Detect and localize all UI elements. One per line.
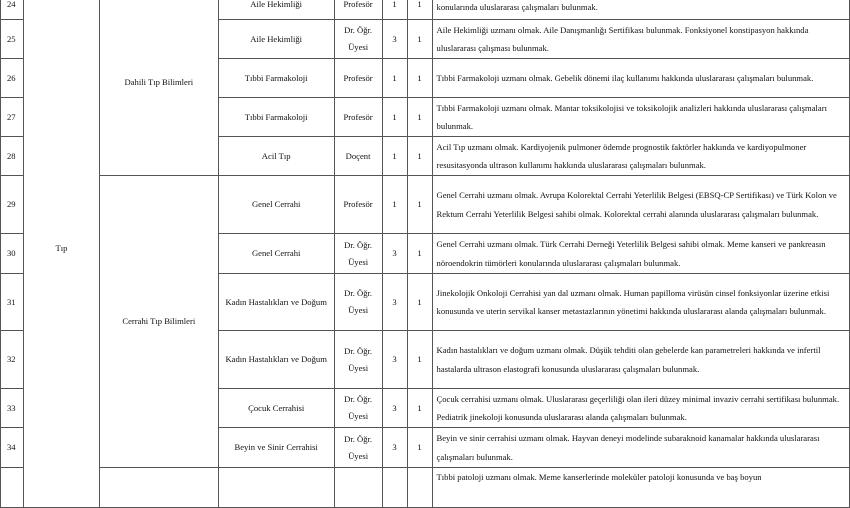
count-2: 1 bbox=[407, 331, 432, 389]
count-2: 1 bbox=[407, 176, 432, 234]
requirement: Acil Tıp uzmanı olmak. Kardiyojenik pulmoner ödemde prognostik faktörler hakkında ve kardiyopulmoner resusitasyonda ultrason kullanımı hakkında uluslararası çalışmaları bulunmak. bbox=[432, 137, 849, 176]
department: Aile Hekimliği bbox=[218, 0, 334, 20]
requirement: Tıbbi Farmakoloji uzmanı olmak. Mantar toksikolojisi ve toksikolojik analizleri hakkında uluslararası çalışmaları bulunmak. bbox=[432, 98, 849, 137]
row-number: 30 bbox=[1, 234, 24, 274]
count-2: 1 bbox=[407, 59, 432, 98]
count-2: 1 bbox=[407, 137, 432, 176]
title: Dr. Öğr. Üyesi bbox=[334, 389, 382, 428]
row-number: 25 bbox=[1, 20, 24, 59]
department: Tıbbi Farmakoloji bbox=[218, 59, 334, 98]
requirement: Genel Cerrahi uzmanı olmak. Türk Cerrahi Derneği Yeterlilik Belgesi sahibi olmak. Meme kanseri ve pankreasın nöroendokrin tümörleri konularında uluslararası çalışmaları bulunmak. bbox=[432, 234, 849, 274]
title: Doçent bbox=[334, 137, 382, 176]
count-2: 1 bbox=[407, 234, 432, 274]
count-2 bbox=[407, 468, 432, 508]
title: Profesör bbox=[334, 59, 382, 98]
row-number: 33 bbox=[1, 389, 24, 428]
faculty-cell: Tıp bbox=[23, 0, 99, 508]
requirement: Genel Cerrahi uzmanı olmak. Avrupa Kolorektal Cerrahi Yeterlilik Belgesi (EBSQ-CP Sertifikası) ve Türk Kolon ve Rektum Cerrahi Yeterlilik Belgesi sahibi olmak. Kolorektal cerrahi alanında uluslararası çalışmaları bulunmak. bbox=[432, 176, 849, 234]
requirement: Tıbbi Farmakoloji uzmanı olmak. Gebelik dönemi ilaç kullanımı hakkında uluslararası çalışmaları bulunmak. bbox=[432, 59, 849, 98]
title: Dr. Öğr. Üyesi bbox=[334, 234, 382, 274]
department: Kadın Hastalıkları ve Doğum bbox=[218, 331, 334, 389]
count: 3 bbox=[382, 389, 407, 428]
department: Aile Hekimliği bbox=[218, 20, 334, 59]
department: Çocuk Cerrahisi bbox=[218, 389, 334, 428]
row-number: 31 bbox=[1, 274, 24, 331]
title: Dr. Öğr. Üyesi bbox=[334, 428, 382, 468]
count: 1 bbox=[382, 0, 407, 20]
department: Genel Cerrahi bbox=[218, 234, 334, 274]
department: Beyin ve Sinir Cerrahisi bbox=[218, 428, 334, 468]
count: 3 bbox=[382, 274, 407, 331]
title: Dr. Öğr. Üyesi bbox=[334, 20, 382, 59]
row-number: 28 bbox=[1, 137, 24, 176]
requirement: Aile Hekimliği uzmanı olmak. Aile Danışmanlığı Sertifikası bulunmak. Fonksiyonel konstipasyon hakkında uluslararası çalışması bulunmak. bbox=[432, 20, 849, 59]
group-cerrahi: Cerrahi Tıp Bilimleri bbox=[99, 176, 218, 468]
title: Profesör bbox=[334, 0, 382, 20]
title: Profesör bbox=[334, 98, 382, 137]
group-cell bbox=[99, 468, 218, 508]
count-2: 1 bbox=[407, 274, 432, 331]
department: Kadın Hastalıkları ve Doğum bbox=[218, 274, 334, 331]
row-number: 27 bbox=[1, 98, 24, 137]
department: Tıbbi Farmakoloji bbox=[218, 98, 334, 137]
requirement: Tıbbi patoloji uzmanı olmak. Meme kanserlerinde moleküler patoloji konusunda ve baş boyun bbox=[432, 468, 849, 508]
requirement: Jinekolojik Onkoloji Cerrahisi yan dal uzmanı olmak. Human papilloma virüsün cinsel fonksiyonlar üzerine etkisi konusunda ve uterin servikal kanser metastazlarının yönetimi hakkında uluslararası alanda çalışmaları bulunmak. bbox=[432, 274, 849, 331]
count: 1 bbox=[382, 98, 407, 137]
count: 3 bbox=[382, 234, 407, 274]
title: Dr. Öğr. Üyesi bbox=[334, 331, 382, 389]
group-dahili: Dahili Tıp Bilimleri bbox=[99, 0, 218, 176]
count-2: 1 bbox=[407, 98, 432, 137]
count: 1 bbox=[382, 176, 407, 234]
requirement: Kadın hastalıkları ve doğum uzmanı olmak. Düşük tehditi olan gebelerde kan parametreleri hakkında ve infertil hastalarda ultrason elastografi konusunda uluslararası çalışmaları bulunmak. bbox=[432, 331, 849, 389]
department: Acil Tıp bbox=[218, 137, 334, 176]
count: 1 bbox=[382, 137, 407, 176]
department bbox=[218, 468, 334, 508]
count-2: 1 bbox=[407, 0, 432, 20]
row-number: 32 bbox=[1, 331, 24, 389]
table-row bbox=[1, 0, 850, 20]
title bbox=[334, 468, 382, 508]
row-number: 29 bbox=[1, 176, 24, 234]
requirement: konularında uluslararası çalışmaları bulunmak. bbox=[432, 0, 849, 20]
requirement: Beyin ve sinir cerrahisi uzmanı olmak. Hayvan deneyi modelinde subaraknoid kanamalar hakkında uluslararası çalışmaları bulunmak. bbox=[432, 428, 849, 468]
row-number: 24 bbox=[1, 0, 24, 20]
row-number bbox=[1, 468, 24, 508]
row-number: 26 bbox=[1, 59, 24, 98]
title: Profesör bbox=[334, 176, 382, 234]
count-2: 1 bbox=[407, 428, 432, 468]
count: 3 bbox=[382, 331, 407, 389]
count-2: 1 bbox=[407, 389, 432, 428]
table-row bbox=[1, 468, 850, 508]
count: 1 bbox=[382, 59, 407, 98]
count: 3 bbox=[382, 428, 407, 468]
count-2: 1 bbox=[407, 20, 432, 59]
requirement: Çocuk cerrahisi uzmanı olmak. Uluslararası geçerliliği olan ileri düzey minimal invaziv cerrahi sertifikası bulunmak. Pediatrik jinekoloji konusunda uluslararası alanda çalışmaları bulunmak. bbox=[432, 389, 849, 428]
title: Dr. Öğr. Üyesi bbox=[334, 274, 382, 331]
count: 3 bbox=[382, 20, 407, 59]
department: Genel Cerrahi bbox=[218, 176, 334, 234]
row-number: 34 bbox=[1, 428, 24, 468]
table-row bbox=[1, 176, 850, 234]
count bbox=[382, 468, 407, 508]
